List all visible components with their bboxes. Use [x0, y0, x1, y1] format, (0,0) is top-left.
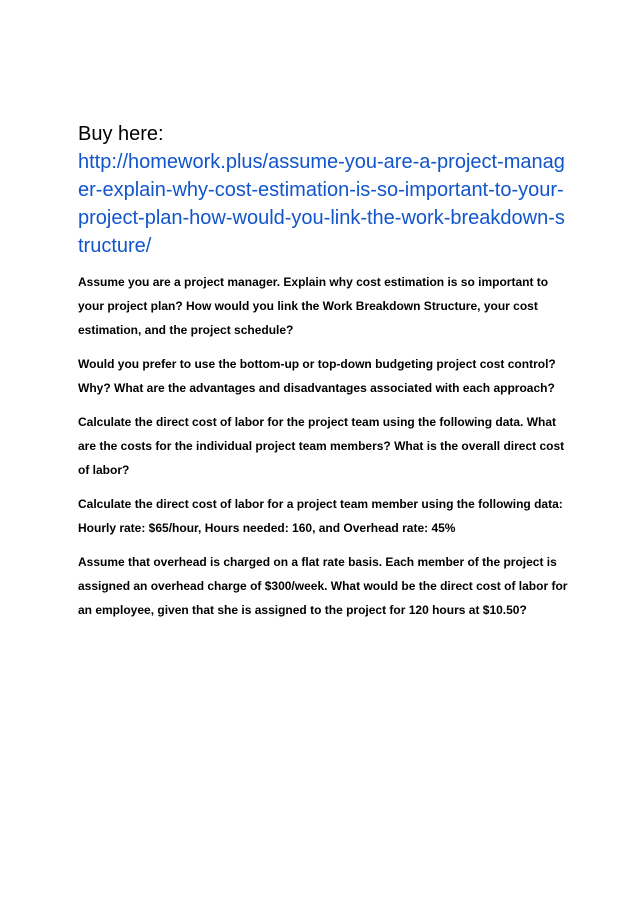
paragraph-question-1: Assume you are a project manager. Explain why cost estimation is so important to your project plan? How would you link the Work Breakdown Structure, your cost estimation, and the project schedule? [78, 275, 549, 337]
paragraph-question-3: Calculate the direct cost of labor for the project team using the following data. What are the costs for the individual project team members? What is the overall direct cost of labor? [78, 415, 565, 477]
paragraph-question-4: Calculate the direct cost of labor for a project team member using the following data: Hourly rate: $65/hour, Hours needed: 160, and Overhead rate: 45% [78, 497, 563, 535]
document-body [78, 120, 568, 622]
product-link[interactable]: http://homework.plus/assume-you-are-a-project-manager-explain-why-cost-estimation-is-so-important-to-your-project-plan-how-would-you-link-the-work-breakdown-structure/ [78, 151, 565, 257]
paragraph-question-5: Assume that overhead is charged on a flat rate basis. Each member of the project is assigned an overhead charge of $300/week. What would be the direct cost of labor for an employee, given that she is assigned to the project for 120 hours at $10.50? [78, 555, 568, 617]
paragraph-question-2: Would you prefer to use the bottom-up or top-down budgeting project cost control? Why? What are the advantages and disadvantages associated with each approach? [78, 357, 556, 395]
buy-here-label: Buy here: [78, 123, 164, 145]
